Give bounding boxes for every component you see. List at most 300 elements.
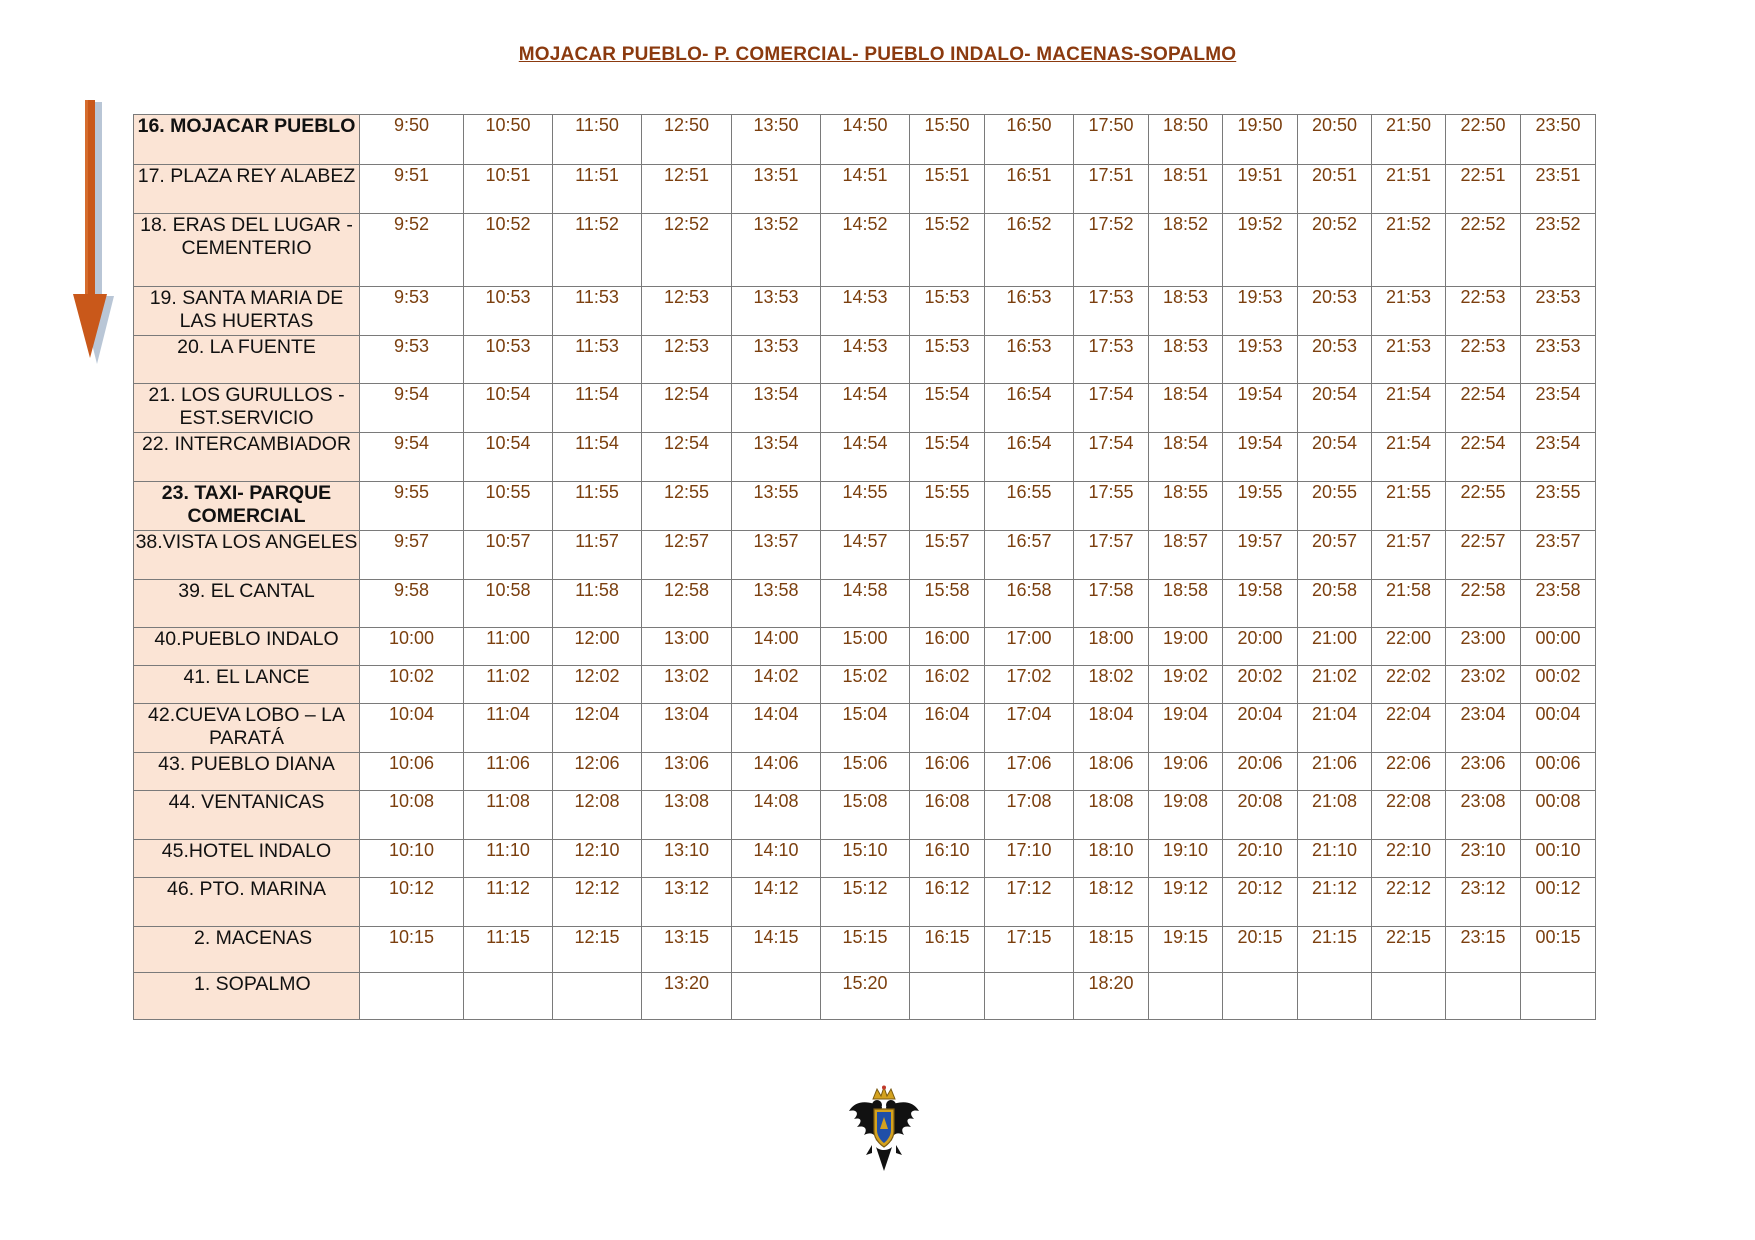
departure-time: 19:50: [1223, 115, 1298, 165]
departure-time: 21:57: [1372, 531, 1446, 580]
departure-time: 18:57: [1149, 531, 1223, 580]
departure-time: [1149, 973, 1223, 1020]
departure-time: 21:54: [1372, 384, 1446, 433]
stop-name: 22. INTERCAMBIADOR: [134, 433, 360, 482]
departure-time: 17:54: [1074, 433, 1149, 482]
departure-time: 21:54: [1372, 433, 1446, 482]
departure-time: 17:55: [1074, 482, 1149, 531]
departure-time: 12:55: [642, 482, 732, 531]
departure-time: 14:06: [732, 753, 821, 791]
departure-time: 15:15: [821, 927, 910, 973]
departure-time: 17:58: [1074, 580, 1149, 628]
departure-time: 17:51: [1074, 165, 1149, 214]
departure-time: 17:10: [985, 840, 1074, 878]
departure-time: 22:51: [1446, 165, 1521, 214]
departure-time: 15:12: [821, 878, 910, 927]
table-row: [134, 666, 1596, 704]
departure-time: 13:55: [732, 482, 821, 531]
departure-time: 10:06: [360, 753, 464, 791]
departure-time: 12:04: [553, 704, 642, 753]
table-row: [134, 628, 1596, 666]
departure-time: 16:12: [910, 878, 985, 927]
stop-name: 17. PLAZA REY ALABEZ: [134, 165, 360, 214]
departure-time: 11:54: [553, 384, 642, 433]
departure-time: 16:04: [910, 704, 985, 753]
departure-time: 10:52: [464, 214, 553, 287]
departure-time: 16:57: [985, 531, 1074, 580]
departure-time: 14:54: [821, 433, 910, 482]
departure-time: 18:04: [1074, 704, 1149, 753]
departure-time: 13:06: [642, 753, 732, 791]
departure-time: 18:54: [1149, 384, 1223, 433]
departure-time: 23:54: [1521, 384, 1596, 433]
departure-time: 18:55: [1149, 482, 1223, 531]
departure-time: 17:57: [1074, 531, 1149, 580]
departure-time: 10:02: [360, 666, 464, 704]
departure-time: 20:02: [1223, 666, 1298, 704]
departure-time: 13:15: [642, 927, 732, 973]
departure-time: 16:00: [910, 628, 985, 666]
departure-time: 11:15: [464, 927, 553, 973]
departure-time: 22:06: [1372, 753, 1446, 791]
departure-time: 12:54: [642, 433, 732, 482]
departure-time: 11:53: [553, 336, 642, 384]
departure-time: 22:54: [1446, 384, 1521, 433]
departure-time: 13:10: [642, 840, 732, 878]
departure-time: 23:52: [1521, 214, 1596, 287]
stop-name: 16. MOJACAR PUEBLO: [134, 115, 360, 165]
departure-time: 11:12: [464, 878, 553, 927]
departure-time: 11:04: [464, 704, 553, 753]
departure-time: 15:57: [910, 531, 985, 580]
departure-time: 14:55: [821, 482, 910, 531]
departure-time: 23:15: [1446, 927, 1521, 973]
table-row: [134, 531, 1596, 580]
departure-time: 22:00: [1372, 628, 1446, 666]
coat-of-arms-emblem: [846, 1085, 922, 1177]
departure-time: 11:58: [553, 580, 642, 628]
stop-name: 20. LA FUENTE: [134, 336, 360, 384]
table-row: [134, 433, 1596, 482]
departure-time: 14:51: [821, 165, 910, 214]
departure-time: 22:54: [1446, 433, 1521, 482]
departure-time: 23:08: [1446, 791, 1521, 840]
departure-time: 20:15: [1223, 927, 1298, 973]
stop-name: 40.PUEBLO INDALO: [134, 628, 360, 666]
departure-time: 23:51: [1521, 165, 1596, 214]
departure-time: 19:08: [1149, 791, 1223, 840]
departure-time: 16:53: [985, 336, 1074, 384]
departure-time: 13:08: [642, 791, 732, 840]
departure-time: 10:08: [360, 791, 464, 840]
departure-time: 10:12: [360, 878, 464, 927]
departure-time: 17:08: [985, 791, 1074, 840]
departure-time: 12:52: [642, 214, 732, 287]
departure-time: 17:02: [985, 666, 1074, 704]
departure-time: 18:02: [1074, 666, 1149, 704]
departure-time: 21:10: [1298, 840, 1372, 878]
departure-time: 15:02: [821, 666, 910, 704]
departure-time: 23:04: [1446, 704, 1521, 753]
departure-time: 18:53: [1149, 336, 1223, 384]
departure-time: 17:06: [985, 753, 1074, 791]
departure-time: 19:15: [1149, 927, 1223, 973]
departure-time: 11:08: [464, 791, 553, 840]
departure-time: 00:02: [1521, 666, 1596, 704]
departure-time: 15:54: [910, 384, 985, 433]
departure-time: 15:58: [910, 580, 985, 628]
departure-time: 13:51: [732, 165, 821, 214]
table-row: [134, 704, 1596, 753]
departure-time: 18:06: [1074, 753, 1149, 791]
departure-time: 20:50: [1298, 115, 1372, 165]
departure-time: 11:50: [553, 115, 642, 165]
departure-time: 19:54: [1223, 384, 1298, 433]
departure-time: 21:12: [1298, 878, 1372, 927]
departure-time: 19:58: [1223, 580, 1298, 628]
table-row: [134, 336, 1596, 384]
departure-time: 20:53: [1298, 336, 1372, 384]
departure-time: [732, 973, 821, 1020]
departure-time: 14:58: [821, 580, 910, 628]
departure-time: 22:02: [1372, 666, 1446, 704]
departure-time: 23:12: [1446, 878, 1521, 927]
departure-time: 13:57: [732, 531, 821, 580]
departure-time: 10:55: [464, 482, 553, 531]
departure-time: 20:54: [1298, 433, 1372, 482]
departure-time: 14:04: [732, 704, 821, 753]
departure-time: 22:52: [1446, 214, 1521, 287]
departure-time: 10:54: [464, 433, 553, 482]
departure-time: 11:02: [464, 666, 553, 704]
departure-time: 21:51: [1372, 165, 1446, 214]
departure-time: 12:53: [642, 287, 732, 336]
departure-time: 17:12: [985, 878, 1074, 927]
departure-time: 12:00: [553, 628, 642, 666]
stop-name: 38.VISTA LOS ANGELES: [134, 531, 360, 580]
table-row: [134, 878, 1596, 927]
departure-time: 12:08: [553, 791, 642, 840]
table-row: [134, 384, 1596, 433]
departure-time: 12:53: [642, 336, 732, 384]
departure-time: 21:53: [1372, 287, 1446, 336]
table-row: [134, 927, 1596, 973]
departure-time: 11:10: [464, 840, 553, 878]
table-row: [134, 482, 1596, 531]
departure-time: 10:00: [360, 628, 464, 666]
departure-time: [1298, 973, 1372, 1020]
departure-time: 15:20: [821, 973, 910, 1020]
departure-time: 19:53: [1223, 287, 1298, 336]
departure-time: 10:58: [464, 580, 553, 628]
departure-time: [1372, 973, 1446, 1020]
departure-time: 14:00: [732, 628, 821, 666]
departure-time: 22:57: [1446, 531, 1521, 580]
departure-time: 13:50: [732, 115, 821, 165]
table-row: [134, 214, 1596, 287]
table-row: [134, 753, 1596, 791]
departure-time: 14:54: [821, 384, 910, 433]
departure-time: 14:53: [821, 336, 910, 384]
departure-time: [553, 973, 642, 1020]
departure-time: 16:10: [910, 840, 985, 878]
departure-time: 16:53: [985, 287, 1074, 336]
departure-time: 17:53: [1074, 336, 1149, 384]
departure-time: 16:06: [910, 753, 985, 791]
departure-time: [1223, 973, 1298, 1020]
departure-time: 22:50: [1446, 115, 1521, 165]
departure-time: 13:52: [732, 214, 821, 287]
departure-time: 20:00: [1223, 628, 1298, 666]
stop-name: 21. LOS GURULLOS - EST.SERVICIO: [134, 384, 360, 433]
stop-name: 45.HOTEL INDALO: [134, 840, 360, 878]
departure-time: 14:52: [821, 214, 910, 287]
departure-time: 22:53: [1446, 336, 1521, 384]
departure-time: 19:02: [1149, 666, 1223, 704]
departure-time: 23:53: [1521, 287, 1596, 336]
departure-time: 00:12: [1521, 878, 1596, 927]
departure-time: 14:08: [732, 791, 821, 840]
departure-time: 12:54: [642, 384, 732, 433]
departure-time: 17:52: [1074, 214, 1149, 287]
departure-time: 19:55: [1223, 482, 1298, 531]
departure-time: 12:12: [553, 878, 642, 927]
departure-time: 16:54: [985, 433, 1074, 482]
departure-time: 12:15: [553, 927, 642, 973]
schedule-table: [133, 114, 1596, 1020]
departure-time: 18:00: [1074, 628, 1149, 666]
stop-name: 44. VENTANICAS: [134, 791, 360, 840]
departure-time: 12:57: [642, 531, 732, 580]
departure-time: 21:55: [1372, 482, 1446, 531]
departure-time: 9:54: [360, 384, 464, 433]
departure-time: 20:12: [1223, 878, 1298, 927]
departure-time: 20:58: [1298, 580, 1372, 628]
departure-time: [464, 973, 553, 1020]
departure-time: 00:08: [1521, 791, 1596, 840]
departure-time: 15:51: [910, 165, 985, 214]
departure-time: 16:50: [985, 115, 1074, 165]
departure-time: 00:06: [1521, 753, 1596, 791]
stop-name: 42.CUEVA LOBO – LA PARATÁ: [134, 704, 360, 753]
departure-time: 23:54: [1521, 433, 1596, 482]
departure-time: 11:51: [553, 165, 642, 214]
departure-time: 23:53: [1521, 336, 1596, 384]
departure-time: 18:52: [1149, 214, 1223, 287]
departure-time: 21:08: [1298, 791, 1372, 840]
departure-time: 13:04: [642, 704, 732, 753]
departure-time: 21:06: [1298, 753, 1372, 791]
departure-time: 13:20: [642, 973, 732, 1020]
departure-time: 17:53: [1074, 287, 1149, 336]
departure-time: 18:53: [1149, 287, 1223, 336]
departure-time: 23:57: [1521, 531, 1596, 580]
departure-time: 15:52: [910, 214, 985, 287]
departure-time: 9:57: [360, 531, 464, 580]
departure-time: 19:51: [1223, 165, 1298, 214]
departure-time: 21:02: [1298, 666, 1372, 704]
departure-time: 12:51: [642, 165, 732, 214]
departure-time: 20:52: [1298, 214, 1372, 287]
departure-time: 22:15: [1372, 927, 1446, 973]
departure-time: 9:51: [360, 165, 464, 214]
departure-time: 9:50: [360, 115, 464, 165]
departure-time: 19:54: [1223, 433, 1298, 482]
departure-time: 14:10: [732, 840, 821, 878]
departure-time: 13:53: [732, 336, 821, 384]
stop-name: 1. SOPALMO: [134, 973, 360, 1020]
departure-time: 19:04: [1149, 704, 1223, 753]
departure-time: 18:58: [1149, 580, 1223, 628]
departure-time: 21:50: [1372, 115, 1446, 165]
departure-time: 17:04: [985, 704, 1074, 753]
departure-time: 18:50: [1149, 115, 1223, 165]
departure-time: 22:58: [1446, 580, 1521, 628]
departure-time: 17:50: [1074, 115, 1149, 165]
departure-time: 12:06: [553, 753, 642, 791]
departure-time: 10:57: [464, 531, 553, 580]
stop-name: 39. EL CANTAL: [134, 580, 360, 628]
departure-time: 20:55: [1298, 482, 1372, 531]
departure-time: 22:10: [1372, 840, 1446, 878]
departure-time: 16:54: [985, 384, 1074, 433]
departure-time: 10:15: [360, 927, 464, 973]
departure-time: 12:50: [642, 115, 732, 165]
departure-time: 00:00: [1521, 628, 1596, 666]
departure-time: 21:58: [1372, 580, 1446, 628]
departure-time: 12:58: [642, 580, 732, 628]
departure-time: 22:55: [1446, 482, 1521, 531]
departure-time: 13:00: [642, 628, 732, 666]
departure-time: 22:04: [1372, 704, 1446, 753]
departure-time: 13:54: [732, 384, 821, 433]
departure-time: 15:10: [821, 840, 910, 878]
stop-name: 41. EL LANCE: [134, 666, 360, 704]
stop-name: 23. TAXI- PARQUE COMERCIAL: [134, 482, 360, 531]
departure-time: 17:54: [1074, 384, 1149, 433]
departure-time: 19:57: [1223, 531, 1298, 580]
departure-time: 11:55: [553, 482, 642, 531]
departure-time: 11:06: [464, 753, 553, 791]
table-row: [134, 115, 1596, 165]
departure-time: 10:10: [360, 840, 464, 878]
departure-time: 10:53: [464, 287, 553, 336]
departure-time: 19:12: [1149, 878, 1223, 927]
departure-time: 19:00: [1149, 628, 1223, 666]
departure-time: 11:00: [464, 628, 553, 666]
table-row: [134, 165, 1596, 214]
departure-time: 00:15: [1521, 927, 1596, 973]
departure-time: 9:53: [360, 336, 464, 384]
departure-time: 9:55: [360, 482, 464, 531]
departure-time: 16:02: [910, 666, 985, 704]
departure-time: 10:50: [464, 115, 553, 165]
departure-time: 23:10: [1446, 840, 1521, 878]
departure-time: 12:02: [553, 666, 642, 704]
departure-time: [360, 973, 464, 1020]
departure-time: 16:08: [910, 791, 985, 840]
departure-time: 18:51: [1149, 165, 1223, 214]
departure-time: 12:10: [553, 840, 642, 878]
departure-time: 18:08: [1074, 791, 1149, 840]
departure-time: 13:54: [732, 433, 821, 482]
departure-time: 21:53: [1372, 336, 1446, 384]
departure-time: 19:52: [1223, 214, 1298, 287]
departure-time: 11:57: [553, 531, 642, 580]
departure-time: 23:50: [1521, 115, 1596, 165]
stop-name: 43. PUEBLO DIANA: [134, 753, 360, 791]
departure-time: 10:54: [464, 384, 553, 433]
departure-time: 20:04: [1223, 704, 1298, 753]
departure-time: [1446, 973, 1521, 1020]
departure-time: 9:52: [360, 214, 464, 287]
departure-time: 11:54: [553, 433, 642, 482]
departure-time: 22:12: [1372, 878, 1446, 927]
departure-time: 22:53: [1446, 287, 1521, 336]
departure-time: 9:54: [360, 433, 464, 482]
departure-time: [985, 973, 1074, 1020]
departure-time: 20:51: [1298, 165, 1372, 214]
departure-time: 23:02: [1446, 666, 1521, 704]
departure-time: 18:10: [1074, 840, 1149, 878]
departure-time: 16:58: [985, 580, 1074, 628]
departure-time: 13:12: [642, 878, 732, 927]
departure-time: 23:00: [1446, 628, 1521, 666]
departure-time: 17:15: [985, 927, 1074, 973]
departure-time: 15:50: [910, 115, 985, 165]
departure-time: 15:53: [910, 336, 985, 384]
departure-time: 15:04: [821, 704, 910, 753]
departure-time: 15:55: [910, 482, 985, 531]
departure-time: 18:15: [1074, 927, 1149, 973]
table-row: [134, 287, 1596, 336]
departure-time: 11:52: [553, 214, 642, 287]
departure-time: 16:51: [985, 165, 1074, 214]
departure-time: 14:12: [732, 878, 821, 927]
departure-time: 10:04: [360, 704, 464, 753]
departure-time: 13:02: [642, 666, 732, 704]
departure-time: 14:02: [732, 666, 821, 704]
departure-time: 20:57: [1298, 531, 1372, 580]
departure-time: 9:58: [360, 580, 464, 628]
departure-time: 15:08: [821, 791, 910, 840]
table-row: [134, 580, 1596, 628]
departure-time: 17:00: [985, 628, 1074, 666]
departure-time: 21:04: [1298, 704, 1372, 753]
departure-time: 18:20: [1074, 973, 1149, 1020]
departure-time: [1521, 973, 1596, 1020]
departure-time: 19:53: [1223, 336, 1298, 384]
table-row: [134, 973, 1596, 1020]
stop-name: 2. MACENAS: [134, 927, 360, 973]
departure-time: 15:06: [821, 753, 910, 791]
departure-time: 23:55: [1521, 482, 1596, 531]
departure-time: 18:12: [1074, 878, 1149, 927]
down-arrow-icon: [62, 96, 114, 366]
departure-time: 20:54: [1298, 384, 1372, 433]
departure-time: 13:53: [732, 287, 821, 336]
departure-time: [910, 973, 985, 1020]
departure-time: 9:53: [360, 287, 464, 336]
departure-time: 19:06: [1149, 753, 1223, 791]
stop-name: 18. ERAS DEL LUGAR - CEMENTERIO: [134, 214, 360, 287]
page-title: MOJACAR PUEBLO- P. COMERCIAL- PUEBLO INDALO- MACENAS-SOPALMO: [518, 44, 1237, 65]
departure-time: 13:58: [732, 580, 821, 628]
departure-time: 14:50: [821, 115, 910, 165]
departure-time: 00:04: [1521, 704, 1596, 753]
departure-time: 23:06: [1446, 753, 1521, 791]
departure-time: 10:53: [464, 336, 553, 384]
